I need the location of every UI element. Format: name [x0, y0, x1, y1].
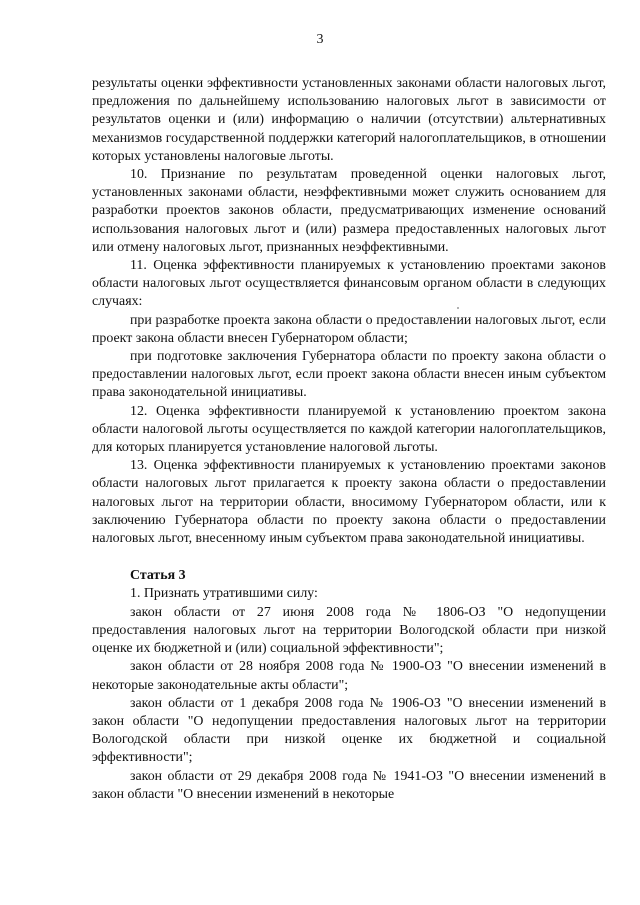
- repealed-law-1906: закон области от 1 декабря 2008 года № 1906-ОЗ "О внесении изменений в закон области "О недопущении предоставления налоговых льгот на территории Вологодской области при низкой оценке их бюджетной и социальной эффективности";: [92, 695, 606, 766]
- paragraph-item-13: 13. Оценка эффективности планируемых к установлению проектами законов области налоговых льгот прилагается к проекту закона области о предоставлении налоговых льгот на территории области, вносимому Губернатором области, или к заключению Губернатора области по проекту закона области о предоставлении налоговых льгот, внесенному иным субъектом права законодательной инициативы.: [92, 458, 606, 547]
- paragraph-item-10: 10. Признание по результатам проведенной оценки налоговых льгот, установленных законами области, неэффективными может служить основанием для разработки проектов законов области, предусматривающих изменение оснований использования налоговых льгот и (или) размера предоставленных налоговых льгот или отмену налоговых льгот, признанных неэффективными.: [92, 167, 606, 255]
- paragraph-continued: результаты оценки эффективности установленных законами области налоговых льгот, предложения по дальнейшему использованию налоговых льгот в зависимости от результатов оценки и (или) информацию о наличии (отсутствии) альтернативных механизмов государственной поддержки категорий налогоплательщиков, в отношении которых установлены налоговые льготы.: [92, 76, 606, 164]
- article-heading: Статья 3: [130, 568, 186, 584]
- repealed-law-1900: закон области от 28 ноября 2008 года № 1900-ОЗ "О внесении изменений в некоторые законодательные акты области";: [92, 659, 606, 693]
- paragraph-item-12: 12. Оценка эффективности планируемой к установлению проектом закона области налоговой льготы осуществляется по каждой категории налогоплательщиков, для которых планируется установление налоговой льготы.: [92, 403, 606, 456]
- article-item-1: 1. Признать утратившими силу:: [130, 586, 318, 602]
- repealed-law-1806: закон области от 27 июня 2008 года № 1806-ОЗ "О недопущении предоставления налоговых льгот на территории Вологодской области при низкой оценке их бюджетной и (или) социальной эффективности";: [92, 604, 606, 657]
- paragraph-case-1: при разработке проекта закона области о предоставлении налоговых льгот, если проект закона области внесен Губернатором области;: [92, 312, 606, 346]
- paragraph-case-2: при подготовке заключения Губернатора области по проекту закона области о предоставлении налоговых льгот, если проект закона области внесен иным субъектом права законодательной инициативы.: [92, 349, 606, 401]
- document-body: [92, 75, 606, 804]
- repealed-law-1941: закон области от 29 декабря 2008 года № 1941-ОЗ "О внесении изменений в закон области "О внесении изменений в некоторые: [92, 768, 606, 802]
- paragraph-item-11: 11. Оценка эффективности планируемых к установлению проектами законов области налоговых льгот осуществляется финансовым органом области в следующих случаях:: [92, 258, 606, 310]
- page-number: 3: [316, 32, 324, 47]
- scan-speck: [457, 307, 459, 309]
